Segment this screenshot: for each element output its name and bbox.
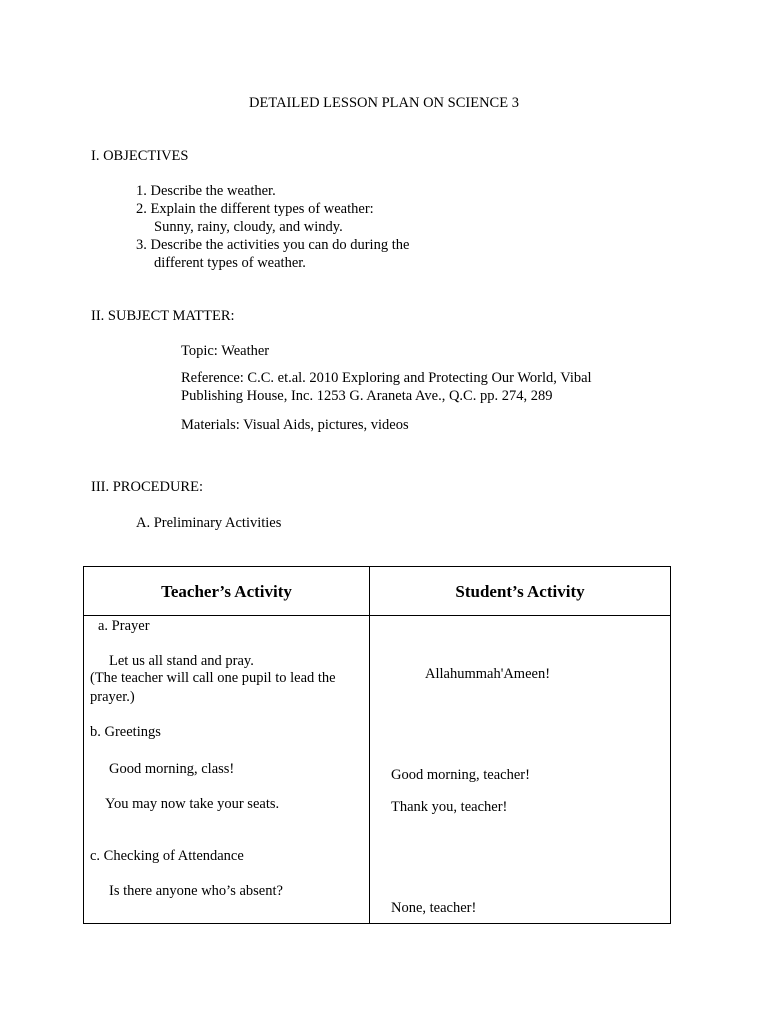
objective-item: 2. Explain the different types of weather: — [136, 201, 374, 217]
greetings-label: b. Greetings — [90, 724, 161, 740]
objective-item: different types of weather. — [154, 255, 306, 271]
header-divider — [84, 615, 670, 616]
attendance-response: None, teacher! — [391, 900, 477, 916]
greeting-response: Good morning, teacher! — [391, 767, 530, 783]
reference-line: Reference: C.C. et.al. 2010 Exploring and Protecting Our World, Vibal — [181, 370, 592, 386]
teacher-activity-header: Teacher’s Activity — [161, 582, 292, 601]
greeting-response: Thank you, teacher! — [391, 799, 508, 815]
prayer-label: a. Prayer — [98, 618, 150, 634]
subject-matter-heading: II. SUBJECT MATTER: — [91, 308, 235, 324]
objective-item: Sunny, rainy, cloudy, and windy. — [154, 219, 343, 235]
objective-item: 1. Describe the weather. — [136, 183, 276, 199]
prayer-line: prayer.) — [90, 689, 135, 705]
reference-line: Publishing House, Inc. 1253 G. Araneta Ave., Q.C. pp. 274, 289 — [181, 388, 553, 404]
topic-line: Topic: Weather — [181, 343, 270, 359]
greeting-line: Good morning, class! — [109, 761, 235, 777]
objective-item: 3. Describe the activities you can do during the — [136, 237, 410, 253]
page-title: DETAILED LESSON PLAN ON SCIENCE 3 — [249, 95, 519, 111]
attendance-label: c. Checking of Attendance — [90, 848, 244, 864]
procedure-subheading: A. Preliminary Activities — [136, 515, 282, 531]
prayer-response: Allahummah'Ameen! — [425, 666, 551, 682]
procedure-heading: III. PROCEDURE: — [91, 479, 203, 495]
prayer-line: (The teacher will call one pupil to lead the — [90, 670, 336, 686]
column-divider — [369, 567, 370, 923]
student-activity-header: Student’s Activity — [455, 582, 585, 601]
objectives-heading: I. OBJECTIVES — [91, 148, 189, 164]
materials-line: Materials: Visual Aids, pictures, videos — [181, 417, 409, 433]
activity-table — [83, 566, 671, 924]
greeting-line: You may now take your seats. — [105, 796, 280, 812]
attendance-question: Is there anyone who’s absent? — [109, 883, 283, 899]
prayer-line: Let us all stand and pray. — [109, 653, 254, 669]
